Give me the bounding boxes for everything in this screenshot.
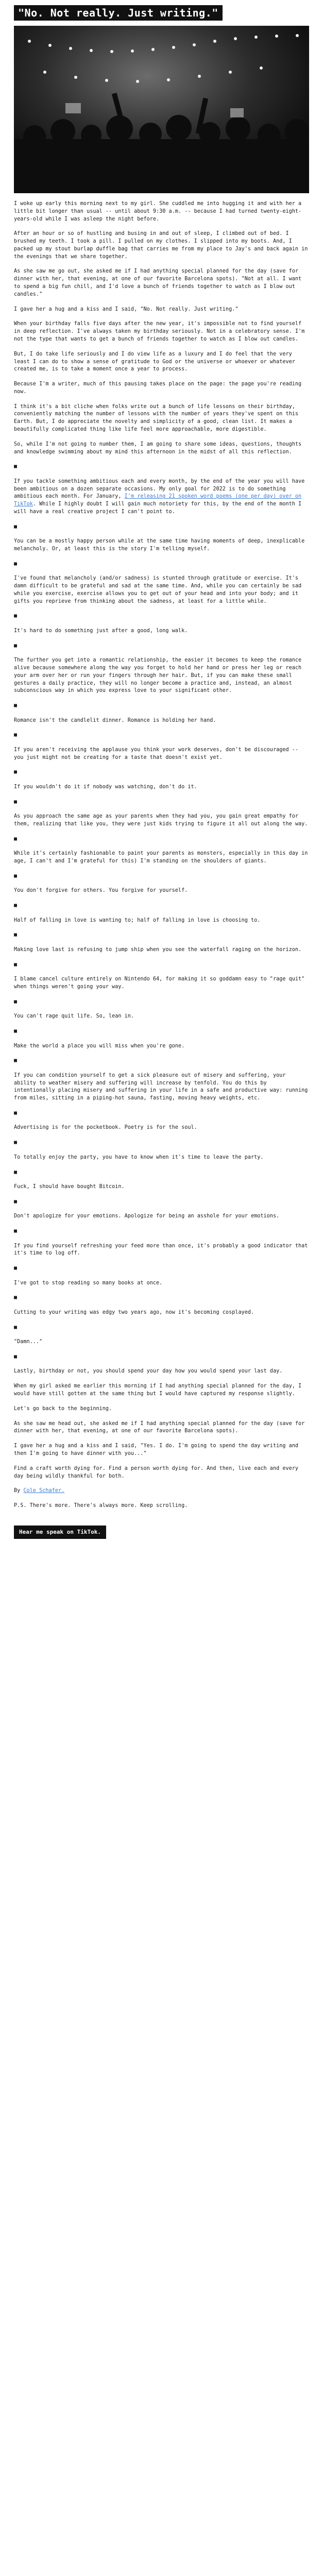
lessons-list bbox=[14, 463, 309, 1376]
lesson-paragraph: I blame cancel culture entirely on Nintendo 64, for making it so goddamn easy to "rage quit" when things weren't going your way. bbox=[14, 976, 305, 990]
lesson-paragraph: The further you get into a romantic relationship, the easier it becomes to keep the romance alive because somewhere along the way you forget to hold her hand or press her leg or reach your arm over her or run your fingers through her hair. But, if you can make these small gestures a daily practice, they will no longer become a practice and, instead, an almost subconscious way in which you express love to your significant other. bbox=[14, 657, 302, 694]
lesson-paragraph: Fuck, I should have bought Bitcoin. bbox=[14, 1184, 125, 1190]
section-separator: ■ bbox=[14, 799, 18, 805]
section-separator: ■ bbox=[14, 1110, 18, 1116]
section-separator: ■ bbox=[14, 932, 18, 938]
closing-paragraph: I gave her a hug and a kiss and I said, "Yes. I do. I'm going to spend the day writing and then I'm going to have dinner with you..." bbox=[14, 1443, 299, 1456]
section-separator: ■ bbox=[14, 1028, 18, 1035]
author-link[interactable]: Cole Schafer. bbox=[23, 1488, 65, 1494]
lesson-paragraph: It's hard to do something just after a good, long walk. bbox=[14, 628, 188, 634]
closing-paragraphs bbox=[14, 1383, 309, 1480]
intro-paragraphs bbox=[14, 200, 309, 456]
hero-image bbox=[14, 26, 309, 193]
closing-paragraph: When my girl asked me earlier this morning if I had anything special planned for the day, I would have still gotten at the same thing but I would have captured my response slightly. bbox=[14, 1383, 302, 1397]
section-separator: ■ bbox=[14, 1228, 18, 1234]
intro-paragraph: As she saw me go out, she asked me if I had anything special planned for the day (save for dinner with her, that evening, at one of our favorite Barcelona spots). "Not at all. I want to spend a big fun chill, and I'd love a bunch of friends together to watch as I blow out candles." bbox=[14, 268, 302, 297]
lesson-paragraph: Half of falling in love is wanting to; half of falling in love is choosing to. bbox=[14, 917, 261, 923]
section-separator: ■ bbox=[14, 1265, 18, 1272]
lesson-paragraph: Make the world a place you will miss when you're gone. bbox=[14, 1043, 185, 1049]
lesson-paragraph: To totally enjoy the party, you have to know when it's time to leave the party. bbox=[14, 1154, 264, 1160]
section-separator: ■ bbox=[14, 703, 18, 709]
intro-paragraph: So, while I'm not going to number them, I am going to share some ideas, questions, thoughts and knowledge swimming about my mind this afternoon in the midst of all this reflection. bbox=[14, 441, 302, 455]
section-separator: ■ bbox=[14, 836, 18, 842]
lesson-paragraph: You can be a mostly happy person while at the same time having moments of deep, inexplicable melancholy. Or, at least this is the story I'm telling myself. bbox=[14, 538, 305, 552]
tiktok-poems-link[interactable]: I'm releasing 21 spoken word poems (one per day) over on TikTok bbox=[14, 494, 302, 507]
lesson-paragraph: While it's certainly fashionable to paint your parents as monsters, especially in this day in age, I can't and I'm grateful for this) I'm standing on the shoulders of giants. bbox=[14, 851, 308, 865]
closing-paragraph: As she saw me head out, she asked me if I had anything special planned for the day (save for dinner with her, that evening, at one of our favorite Barcelona spots). bbox=[14, 1420, 305, 1434]
intro-paragraph: I woke up early this morning next to my girl. She cuddled me into hugging it and with her a little bit longer than usual -- until about 9:30 a.m. -- because I had turned twenty-eight-years-old while I was asleep the night before. bbox=[14, 201, 302, 222]
lesson-paragraph: Lastly, birthday or not, you should spend your day how you would spend your last day. bbox=[14, 1368, 283, 1375]
lesson-paragraph: Cutting to your writing was edgy two years ago, now it's becoming cosplayed. bbox=[14, 1309, 254, 1315]
postscript: P.S. There's more. There's always more. Keep scrolling. bbox=[14, 1503, 188, 1509]
lesson-paragraph: Romance isn't the candlelit dinner. Romance is holding her hand. bbox=[14, 717, 216, 723]
concert-photo bbox=[14, 26, 309, 193]
byline-prefix: By bbox=[14, 1488, 24, 1494]
section-separator: ■ bbox=[14, 873, 18, 879]
section-separator: ■ bbox=[14, 613, 18, 619]
lesson-paragraph: If you aren't receiving the applause you think your work deserves, don't be discouraged -- you just might not be creating for a taste that doesn't exist yet. bbox=[14, 747, 299, 760]
lesson-paragraph: As you approach the same age as your parents when they had you, you gain great empathy for them, realizing that like you, they were just kids trying to figure it all out along the way. bbox=[14, 814, 308, 827]
lesson-paragraph: Don't apologize for your emotions. Apologize for being an asshole for your emotions. bbox=[14, 1213, 280, 1219]
lesson-paragraph: You don't forgive for others. You forgive for yourself. bbox=[14, 888, 188, 894]
lesson-paragraph: I've found that melancholy (and/or sadness) is stunted through gratitude or exercise. It's damn difficult to be grateful and sad at the same time. And, while you can certainly be sad while you exercise, exercise allows you to get out of your head and into your body; and it gifts you reprieve from thinking about the sadness, at least for a little while. bbox=[14, 575, 302, 604]
section-separator: ■ bbox=[14, 961, 18, 968]
lesson-paragraph: If you find yourself refreshing your feed more than once, it's probably a good indicator that it's time to log off. bbox=[14, 1243, 308, 1257]
section-separator: ■ bbox=[14, 1140, 18, 1146]
section-separator: ■ bbox=[14, 523, 18, 530]
section-separator: ■ bbox=[14, 998, 18, 1005]
intro-paragraph: When your birthday falls five days after the new year, it's impossible not to find yourself in deep reflection. I've always taken my birthday seriously. Not in a celebratory sense. I'm not the type that wants to get a bunch of friends together to watch as I blow out candles. bbox=[14, 321, 305, 342]
lesson-paragraph: If you tackle something ambitious each and every month, by the end of the year you will have been ambitious on a dozen separate occasions. My only goal for 2022 is to do something ambitious each month. For January, I'm releasing 21 spoken word poems (one per day) over on TikTok. While I highly doubt I will gain much notoriety for this, by the end of the month I will have a real creative project I can't point to. bbox=[14, 478, 305, 515]
lesson-paragraph: Advertising is for the pocketbook. Poetry is for the soul. bbox=[14, 1125, 197, 1131]
section-separator: ■ bbox=[14, 1324, 18, 1330]
section-separator: ■ bbox=[14, 1169, 18, 1175]
intro-paragraph: I think it's a bit cliche when folks write out a bunch of life lessons on their birthday, conveniently matching the number of lessons with the number of years they've spent on this Earth. But, I do appreciate the novelty and simplicity of a good, clean list. It makes a beautifully complicated thing like life feel more approachable, more digestible. bbox=[14, 403, 299, 432]
closing-paragraph: Let's go back to the beginning. bbox=[14, 1405, 112, 1412]
lesson-paragraph: "Damn..." bbox=[14, 1339, 43, 1345]
intro-paragraph: I gave her a hug and a kiss and I said, "No. Not really. Just writing." bbox=[14, 306, 239, 312]
lesson-paragraph: If you wouldn't do it if nobody was watching, don't do it. bbox=[14, 784, 197, 790]
intro-paragraph: But, I do take life seriously and I do view life as a luxury and I do feel that the very least I can do to show a sense of gratitude to God or the universe or whoever or whatever created me, is to take a moment once a year to process. bbox=[14, 351, 295, 372]
tiktok-cta-button[interactable]: Hear me speak on TikTok. bbox=[14, 1526, 106, 1539]
section-separator: ■ bbox=[14, 1198, 18, 1205]
section-separator: ■ bbox=[14, 732, 18, 738]
byline bbox=[14, 1487, 309, 1495]
section-separator: ■ bbox=[14, 1295, 18, 1301]
intro-paragraph: Because I'm a writer, much of this pausing takes place on the page: the page you're reading now. bbox=[14, 381, 302, 395]
section-separator: ■ bbox=[14, 769, 18, 775]
closing-paragraph: Find a craft worth dying for. Find a person worth dying for. And then, live each and every day being wildly thankful for both. bbox=[14, 1465, 299, 1479]
lesson-paragraph: I've got to stop reading so many books at once. bbox=[14, 1280, 163, 1286]
lesson-paragraph: Making love last is refusing to jump ship when you see the waterfall raging on the horizon. bbox=[14, 946, 302, 953]
title-wrap bbox=[14, 0, 309, 21]
lesson-paragraph: If you can condition yourself to get a sick pleasure out of misery and suffering, your ability to weather misery and suffering will increase by tenfold. You do this by intentionally placing misery and suffering in your life in a safe and productive way: running from miles, sitting in a piping-hot sauna, fasting, moving heavy weights, etc. bbox=[14, 1072, 308, 1101]
section-separator: ■ bbox=[14, 903, 18, 909]
section-separator: ■ bbox=[14, 464, 18, 470]
lesson-paragraph: You can't rage quit life. So, lean in. bbox=[14, 1013, 134, 1020]
section-separator: ■ bbox=[14, 1058, 18, 1064]
section-separator: ■ bbox=[14, 642, 18, 649]
section-separator: ■ bbox=[14, 1353, 18, 1360]
intro-paragraph: After an hour or so of hustling and busing in and out of sleep, I climbed out of bed. I brushed my teeth. I took a pill. I pulled on my clothes. I slipped into my boots. And, I packed up my stout burlap duffle bag that carries me from my place to Jay's and back again in the evenings that we share together. bbox=[14, 231, 308, 260]
section-separator: ■ bbox=[14, 561, 18, 567]
article-title: "No. Not really. Just writing." bbox=[14, 5, 223, 21]
article-body bbox=[14, 200, 309, 1539]
